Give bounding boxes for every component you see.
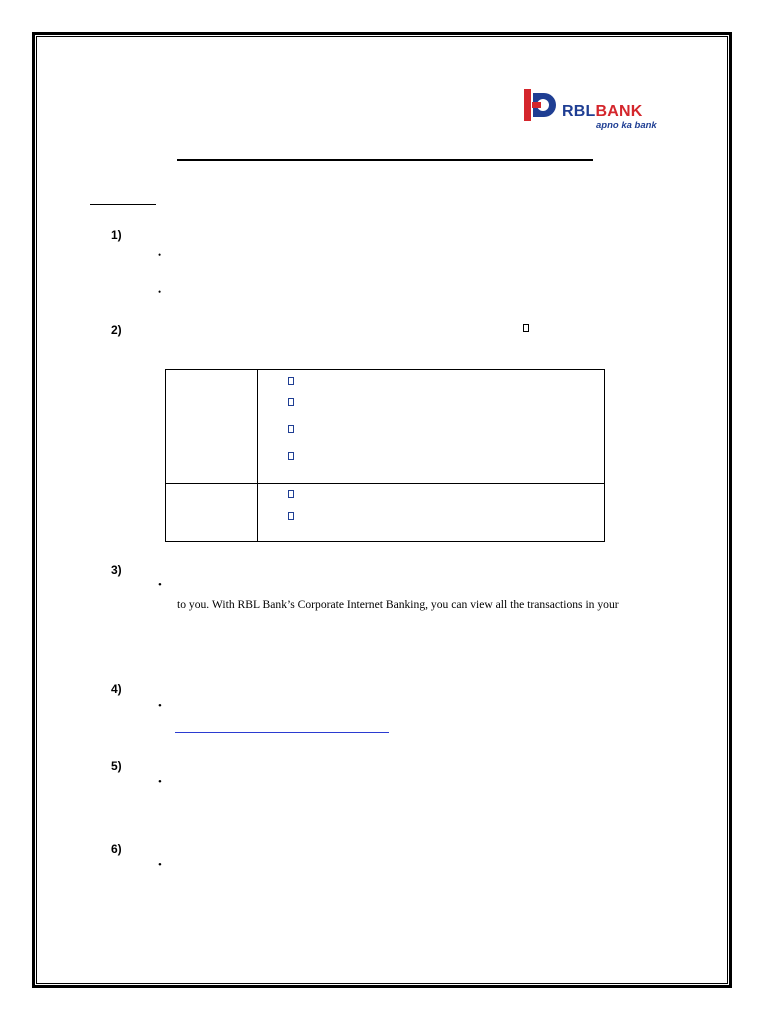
checkbox-icon [288,512,294,520]
section-number-5: 5) [111,759,122,773]
section-number-3: 3) [111,563,122,577]
section-number-2: 2) [111,323,122,337]
bullet: • [158,579,162,591]
checkbox-icon [288,452,294,460]
bullet: • [158,700,162,712]
heading-underline [90,204,156,205]
section-number-1: 1) [111,228,122,242]
bullet: • [158,776,162,788]
section-number-4: 4) [111,682,122,696]
rbl-bank-logo [524,89,664,133]
hyperlink-underline[interactable] [175,732,389,733]
checkbox-icon [288,425,294,433]
logo-tagline: apno ka bank [596,120,657,131]
bullet: • [158,859,162,871]
rbl-logo-mark-icon [524,89,558,121]
feature-table [165,369,605,542]
table-column-divider [257,369,258,542]
section-3-text: to you. With RBL Bank’s Corporate Internet Banking, you can view all the transactions in your [177,598,619,611]
logo-rbl-text: RBL [562,103,596,120]
table-row-divider [165,483,605,484]
logo-bank-text: BANK [595,103,643,120]
checkbox-icon [288,398,294,406]
bullet: • [158,287,162,297]
checkbox-glyph-icon [523,324,529,332]
title-underline [177,159,593,161]
checkbox-icon [288,377,294,385]
checkbox-icon [288,490,294,498]
bullet: • [158,250,162,260]
section-number-6: 6) [111,842,122,856]
logo-wordmark [562,103,643,121]
